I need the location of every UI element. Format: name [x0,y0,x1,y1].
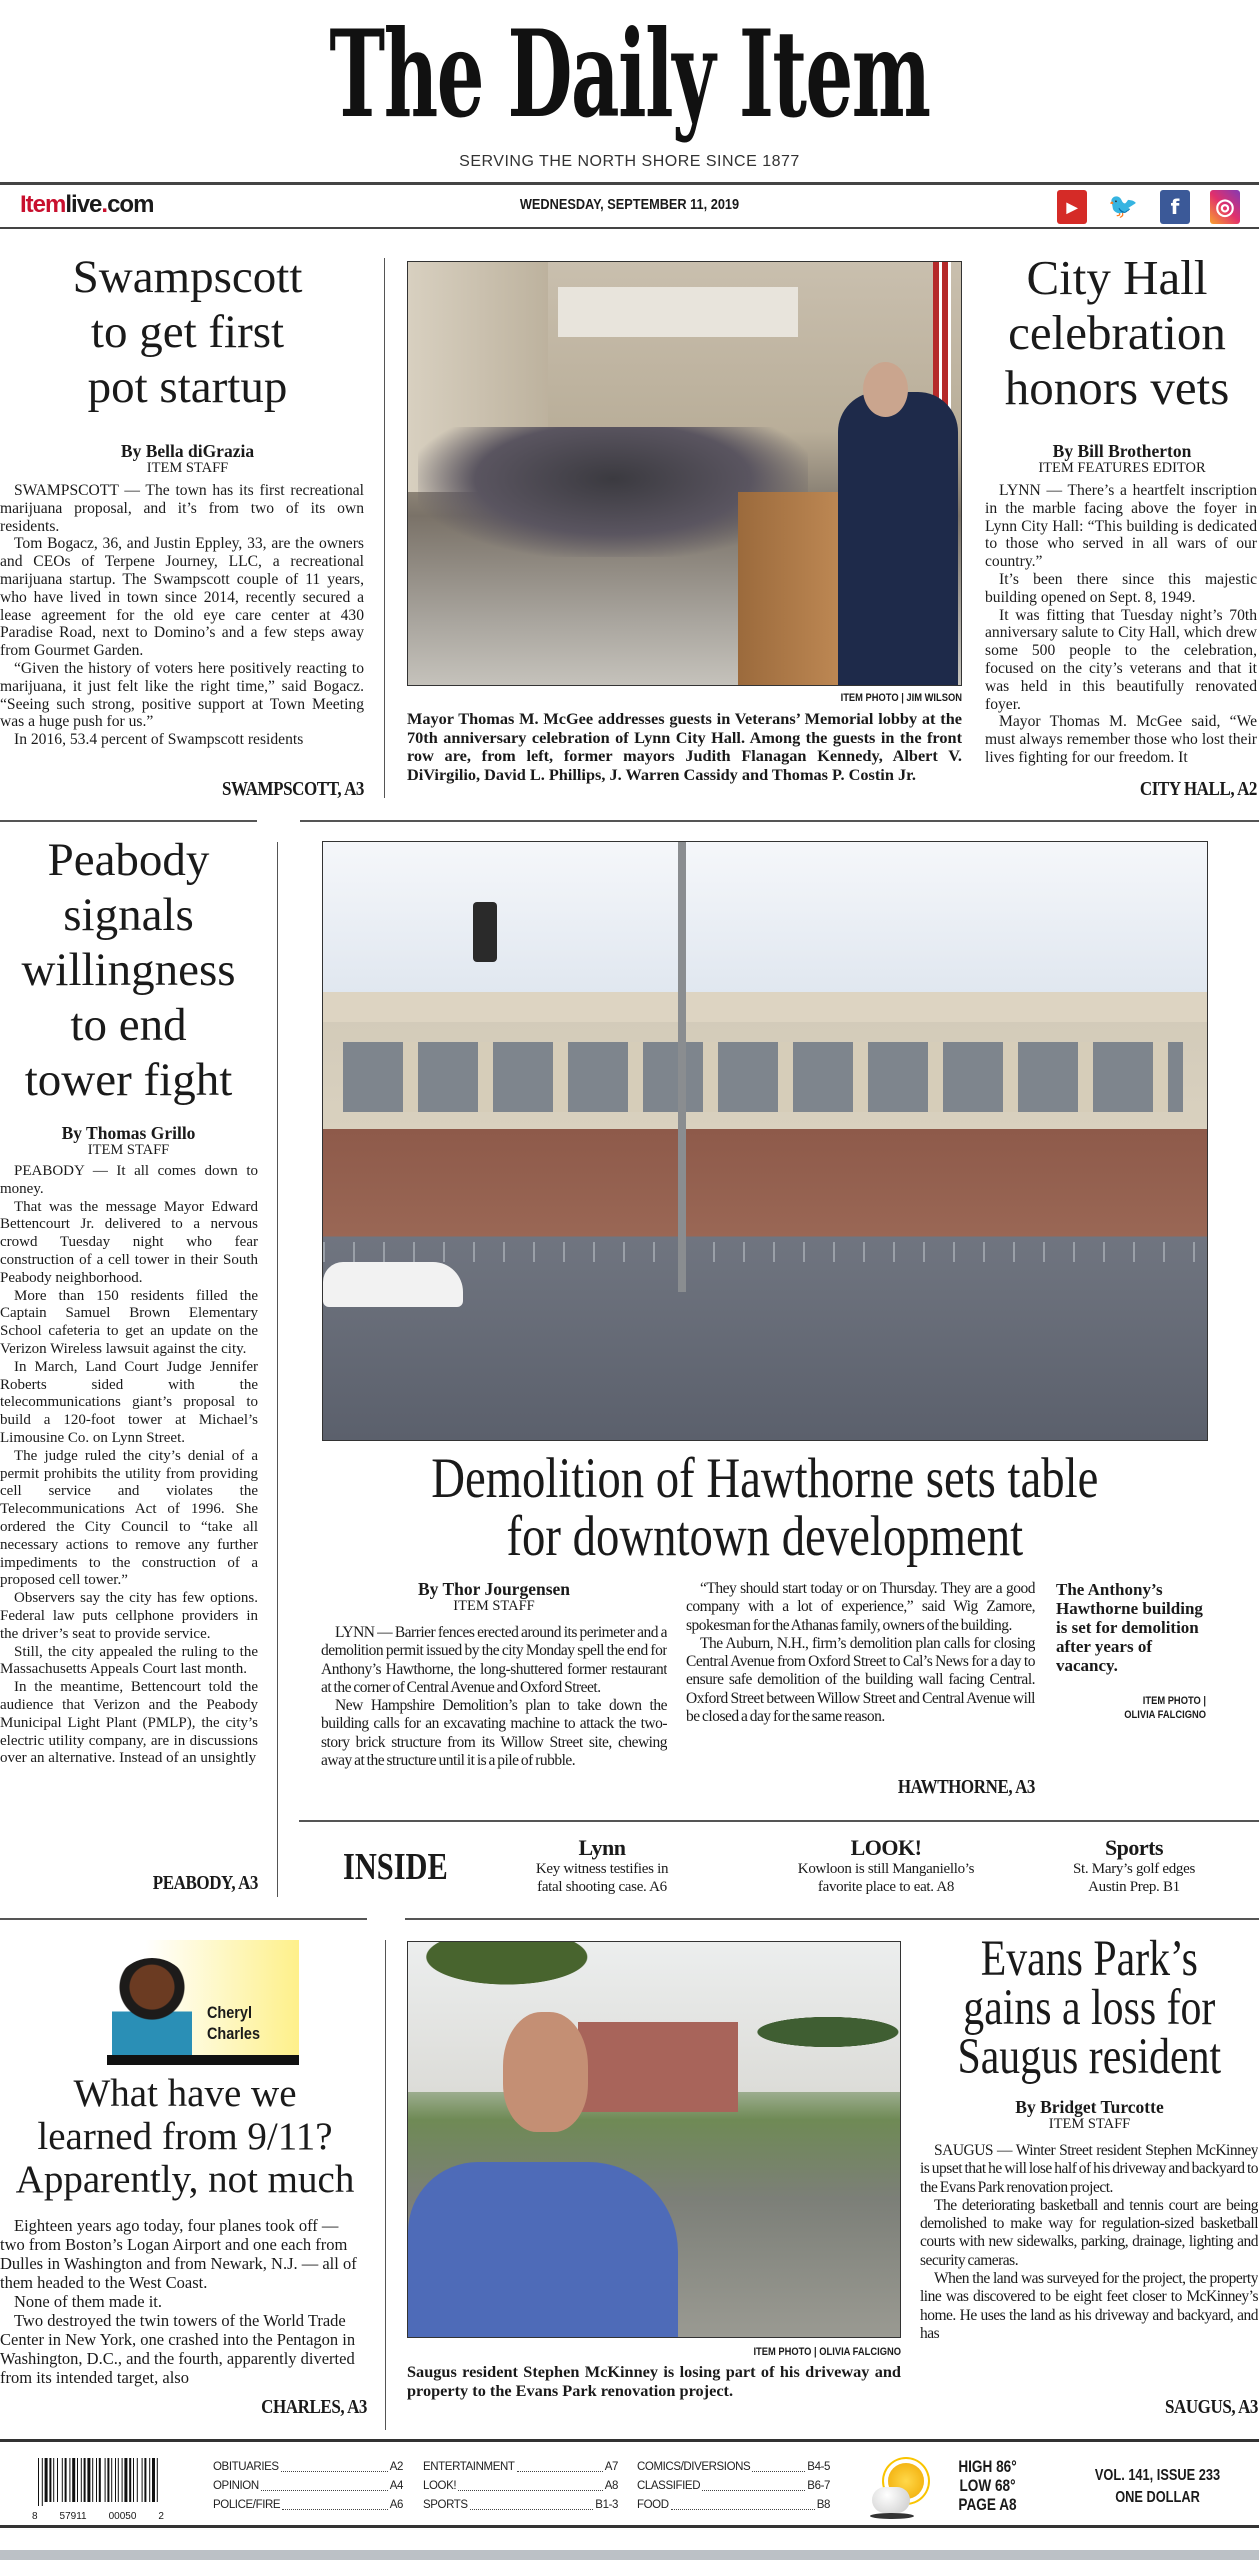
masthead-logo: The Daily Item [329,3,930,145]
columnist-name [207,2002,260,2044]
saugus-headline[interactable] [920,1931,1259,2085]
hawthorne-body-col2 [686,1580,1035,1765]
headline-line: to end [70,999,187,1051]
city-hall-jump[interactable]: CITY HALL, A2 [1139,778,1257,800]
paragraph: It was fitting that Tuesday night’s 70th anniversary salute to City Hall, which drew some 500 people to the celebration, focused on the city’s veterans and that it was held in this beautifully renovated foyer. [985,606,1257,713]
index-entry[interactable] [423,2496,618,2515]
barcode-bar [118,2458,119,2502]
index-label: OBITUARIES [213,2461,279,2473]
inside-item-lynn[interactable] [477,1836,727,1896]
paragraph: The Auburn, N.H., firm’s demolition plan calls for closing Central Avenue from Oxford Street to Cal’s News for a day to ensure safe demolition of the building wall facing Central. Oxford Street between Willow Street and Central Avenue will be closed a day for the same reason. [686,1634,1035,1726]
headline-line: to get first [90,306,285,358]
byline: By Thor Jourgensen [417,1579,571,1599]
inside-top-rule [299,1820,1259,1822]
paragraph: The deteriorating basketball and tennis court are being demolished to make way for regulation-sized basketball courts with new sidewalks, parking, drainage, lighting and security cameras. [920,2196,1258,2269]
byline: By Thomas Grillo [61,1123,196,1143]
index-label: OPINION [213,2480,259,2492]
issue-info [1080,2465,1236,2509]
columnist-avatar [112,1958,192,2055]
hawthorne-headline[interactable] [322,1447,1208,1568]
index-leader [281,2458,388,2472]
barcode-bar [142,2458,143,2502]
photo-caption: Saugus resident Stephen McKinney is losing part of his driveway and property to the Evans Park renovation project. [407,2362,901,2400]
byline-role: ITEM STAFF [146,460,229,476]
paragraph: “Given the history of voters here positively reacting to marijuana, it just felt like the right time,” said Bogacz. “Seeing such strong, positive support at Town Meeting was a huge push for us.” [0,659,364,731]
paragraph: In the meantime, Bettencourt told the audience that Verizon and the Peabody Municipal Light Plant (PMLP), the city’s electric utility company, are in discussions over an alternative. Instead of an unsightly [0,1679,258,1767]
inside-label: INSIDE [343,1846,448,1888]
byline-role: ITEM FEATURES EDITOR [1038,460,1206,476]
twitter-icon[interactable]: 🐦 [1108,193,1138,220]
headline-line: signals [63,889,194,941]
index-page: A2 [389,2461,403,2473]
photo-credit [1079,1694,1207,1722]
byline-role: ITEM STAFF [87,1142,170,1158]
byline: By Bridget Turcotte [1015,2097,1164,2117]
saugus-body [920,2142,1258,2385]
paragraph: It’s been there since this majestic building opened on Sept. 8, 1949. [985,570,1257,606]
inside-item-section: Sports [1104,1835,1164,1860]
paragraph: LYNN — Barrier fences erected around its perimeter and a demolition permit issued by the city Monday spell the end for Anthony’s Hawthorne, the long-shuttered former restaurant at the corner of Central Avenue and Oxford Street. [321,1624,667,1696]
headline-line: City Hall [1026,250,1208,305]
index-entry[interactable] [213,2458,403,2477]
inside-item-section: Lynn [578,1835,626,1860]
paragraph: More than 150 residents filled the Captain Samuel Brown Elementary School cafeteria to get an update on the Verizon Wireless lawsuit against the city. [0,1287,258,1357]
hawthorne-photo-caption: The Anthony’s Hawthorne building is set for demolition after years of vacancy. [1056,1580,1203,1675]
cloud-icon [872,2487,910,2513]
paragraph: “They should start today or on Thursday. They are a good company with a lot of experience,” said Wig Zamore, spokesman for the Athanas family, owners of the building. [686,1580,1035,1634]
footer-top-rule [0,2439,1259,2442]
column-rule [277,842,278,1897]
barcode-bar [57,2458,58,2502]
index-leader [752,2458,805,2472]
barcode-bars [32,2458,164,2506]
byline-role: ITEM STAFF [1048,2116,1131,2132]
barcode-bar [144,2458,146,2502]
saugus-jump[interactable]: SAUGUS, A3 [1164,2396,1258,2418]
index-page: A8 [604,2480,618,2492]
barcode-bar [42,2458,43,2506]
weather-page[interactable]: PAGE A8 [958,2495,1017,2514]
index-entry[interactable] [423,2458,618,2477]
headline-line: What have we [73,2072,297,2115]
masthead-bottom-rule [0,227,1259,229]
photo-hawthorne-building [322,841,1208,1441]
inside-item-text: St. Mary’s golf edges Austin Prep. B1 [1072,1861,1196,1895]
barcode-bar [65,2458,67,2502]
peabody-headline[interactable] [0,833,257,1108]
barcode-bar [133,2458,134,2502]
photo-caption: Mayor Thomas M. McGee addresses guests in Veterans’ Memorial lobby at the 70th anniversary celebration of Lynn City Hall. Among the guests in the front row are, from left, former mayors Judith Flanagan Kennedy, Albert V. DiVirgilio, David L. Phillips, J. Warren Cassidy and Thomas P. Costin Jr. [407,709,962,784]
columnist-first-name: Cheryl [207,2003,252,2022]
index-entry[interactable] [637,2458,830,2477]
index-page: A6 [389,2499,403,2511]
headline-line: Peabody [47,834,210,886]
paragraph: Observers say the city has few options. Federal law puts cellphone providers in the driver’s seat to provide service. [0,1590,258,1642]
index-leader [458,2477,603,2491]
photo-sky [323,842,1208,1002]
photo-credit: ITEM PHOTO | OLIVIA FALCIGNO [753,2346,901,2358]
byline: By Bill Brotherton [1052,441,1192,461]
photo-car [323,1262,463,1307]
index-label: LOOK! [423,2480,457,2492]
photo-speaker [838,392,958,686]
headline-line: learned from 9/11? [37,2115,333,2158]
index-leader [517,2458,603,2472]
swampscott-headline[interactable] [0,250,375,415]
headline-line: gains a loss for [963,1980,1216,2036]
paragraph: Still, the city appealed the ruling to the Massachusetts Appeals Court last month. [0,1643,258,1678]
photo-credit-line: ITEM PHOTO | [1142,1695,1206,1707]
index-label: ENTERTAINMENT [423,2461,515,2473]
page-edge [0,2550,1259,2560]
index-column [423,2458,618,2515]
inside-item-sports[interactable] [1009,1836,1259,1896]
barcode-bar [87,2458,90,2502]
city-hall-body [985,482,1257,772]
barcode-bar [157,2458,158,2502]
paragraph: LYNN — There’s a heartfelt inscription in the marble facing above the foyer in Lynn City Hall: “This building is dedicated to those who served in all wars of our country.” [985,482,1257,571]
barcode-bar [53,2458,54,2502]
index-leader [282,2496,388,2510]
headline-line: Saugus resident [957,2029,1222,2085]
weather-low: LOW 68° [959,2476,1016,2495]
photo-pole [678,842,686,1292]
photo-windows [343,1042,1183,1112]
index-page: A4 [389,2480,403,2492]
headline-line: Evans Park’s [980,1931,1198,1987]
byline-role: ITEM STAFF [453,1598,535,1614]
barcode-bar [115,2458,116,2502]
barcode-digit: 2 [158,2511,164,2522]
paragraph: The judge ruled the city’s denial of a permit prohibits the utility from providing cell service and violates the Telecommunications Act of 1996. She ordered the City Council to “take all necessary actions to remove any further impediments to the construction of a proposed cell tower.” [0,1447,258,1589]
barcode-bar [92,2458,93,2502]
section-rule [0,820,257,822]
index-entry[interactable] [213,2477,403,2496]
facebook-icon[interactable]: f [1160,190,1190,224]
barcode-bar [96,2458,97,2502]
charles-headline[interactable] [0,2072,370,2201]
barcode-bar [107,2458,109,2502]
paragraph: That was the message Mayor Edward Bettencourt Jr. delivered to a nervous crowd Tuesday night who fear construction of a cell tower in their South Peabody neighborhood. [0,1198,258,1286]
site-item: Item [20,191,66,218]
barcode-bar [152,2458,155,2502]
photo-cornice [323,992,1208,1022]
peabody-jump[interactable]: PEABODY, A3 [152,1872,258,1894]
barcode-bar [149,2458,150,2502]
hawthorne-jump[interactable]: HAWTHORNE, A3 [897,1776,1035,1798]
columnist-header [107,1940,299,2065]
inside-item-text: Kowloon is still Manganiello’s favorite place to eat. A8 [797,1861,975,1895]
volume-issue: VOL. 141, ISSUE 233 [1094,2467,1221,2484]
photo-saugus-resident [407,1941,901,2338]
paragraph: In March, Land Court Judge Jennifer Roberts sided with the telecommunications giant’s proposal to build a 120-foot tower at Michael’s Limousine Co. on Lynn Street. [0,1358,258,1446]
barcode-bar [77,2458,78,2502]
paragraph: In 2016, 53.4 percent of Swampscott residents [14,731,304,749]
index-label: FOOD [637,2499,669,2511]
issue-date: WEDNESDAY, SEPTEMBER 11, 2019 [519,196,740,213]
photo-blue-shirt [408,2162,678,2338]
index-page: B1-3 [595,2499,618,2511]
index-entry[interactable] [637,2477,830,2496]
paragraph: Two destroyed the twin towers of the World Trade Center in New York, one crashed into the Pentagon in Washington, D.C., and the fourth, apparently diverted from its intended target, also [0,2311,356,2387]
barcode-bar [81,2458,82,2502]
inside-item-section: LOOK! [850,1835,922,1860]
barcode-bar [137,2458,138,2502]
index-entry[interactable] [637,2496,830,2515]
charles-body [0,2216,366,2391]
paragraph: Eighteen years ago today, four planes took off — two from Boston’s Logan Airport and one each from Dulles in Washington and from Newark, N.J. — all of them headed to the West Coast. [0,2216,357,2292]
index-page: A7 [604,2461,618,2473]
paragraph: Tom Bogacz, 36, and Justin Eppley, 33, are the owners and CEOs of Terpene Journey, LLC, a recreational marijuana startup. The Swampscott couple of 11 years, who have lived in town since 2014, recently secured a lease agreement for the old eye care center at 430 Paradise Road, next to Domino’s and a few steps away from Gourmet Garden. [0,535,364,660]
headline-line: honors vets [1004,360,1230,415]
headline-line: celebration [1008,305,1226,360]
swampscott-jump[interactable]: SWAMPSCOTT, A3 [221,778,364,800]
index-leader [702,2477,805,2491]
index-leader [470,2496,594,2510]
index-label: COMICS/DIVERSIONS [637,2461,751,2473]
youtube-icon[interactable]: ▶ [1057,190,1087,224]
index-column [637,2458,830,2515]
site-live: live [65,191,102,218]
index-leader [671,2496,815,2510]
instagram-icon[interactable]: ◎ [1210,190,1240,224]
headline-line: willingness [21,944,236,996]
headline-line: Swampscott [72,251,303,303]
barcode-bar [72,2458,75,2502]
photo-ceiling [558,287,798,337]
photo-fence [323,1242,1208,1262]
index-column [213,2458,403,2515]
paragraph: SWAMPSCOTT — The town has its first recreational marijuana proposal, and it’s from two of its own residents. [0,482,364,535]
barcode-bar [49,2458,51,2502]
paragraph: Mayor Thomas M. McGee said, “We must always remember those who lost their lives fighting for our freedom. It [985,713,1257,766]
index-page: B6-7 [807,2480,830,2492]
site-dot: . [101,191,108,218]
tagline: SERVING THE NORTH SHORE SINCE 1877 [459,153,800,170]
index-page: B8 [816,2499,830,2511]
icon-shadow [870,2513,914,2519]
masthead-rule [0,182,1259,185]
index-label: POLICE/FIRE [213,2499,281,2511]
column-rule [384,258,385,798]
paragraph: SAUGUS — Winter Street resident Stephen McKinney is upset that he will lose half of his driveway and backyard to the Evans Park renovation project. [920,2142,1258,2196]
paragraph: PEABODY — It all comes down to money. [0,1163,258,1197]
paragraph: New Hampshire Demolition’s plan to take down the building calls for an excavating machine to attack the two-story brick structure from its Willow Street site, chewing away at the structure until it is a pile of rubble. [321,1697,667,1770]
index-label: CLASSIFIED [637,2480,701,2492]
section-rule [300,820,1259,822]
barcode-bar [105,2458,106,2502]
site-com: com [107,191,154,218]
barcode-digit: 8 [32,2511,38,2522]
peabody-body [0,1163,258,1863]
barcode-bar [69,2458,70,2502]
city-hall-headline[interactable] [975,250,1259,415]
charles-jump[interactable]: CHARLES, A3 [261,2396,367,2418]
barcode-bar [111,2458,112,2502]
weather [950,2457,1026,2514]
photo-credit: ITEM PHOTO | JIM WILSON [840,692,962,704]
columnist-last-name: Charles [207,2024,261,2043]
index-page: B4-5 [807,2461,830,2473]
index-label: SPORTS [423,2499,468,2511]
photo-brick-building [578,2022,738,2112]
price: ONE DOLLAR [1115,2489,1200,2506]
section-rule [405,1918,1259,1920]
photo-city-hall-lobby [407,261,962,686]
photo-face [503,2012,588,2132]
weather-high: HIGH 86° [958,2457,1017,2476]
barcode-bar [129,2458,131,2502]
barcode-bar [45,2458,48,2502]
headline-line: for downtown development [506,1505,1024,1568]
index-leader [261,2477,388,2491]
photo-credit-line: OLIVIA FALCIGNO [1124,1709,1206,1721]
barcode-bar [38,2458,39,2506]
barcode [32,2458,164,2522]
index-entry[interactable] [213,2496,403,2515]
section-rule [0,1918,367,1920]
headline-line: Apparently, not much [15,2158,355,2201]
column-rule [385,1940,386,2430]
headline-line: tower fight [24,1054,233,1106]
footer-bottom-rule [0,2525,1259,2528]
byline: By Bella diGrazia [120,441,255,461]
paragraph: None of them made it. [14,2292,163,2311]
headline-line: Demolition of Hawthorne sets table [431,1447,1099,1510]
headline-line: pot startup [87,361,288,413]
inside-item-look[interactable] [761,1836,1011,1896]
barcode-bar [122,2458,123,2502]
swampscott-body [0,482,364,772]
photo-traffic-light [473,902,497,962]
barcode-bar [99,2458,101,2502]
barcode-bar [124,2458,127,2502]
inside-item-text: Key witness testifies in fatal shooting case. A6 [535,1861,669,1895]
index-entry[interactable] [423,2477,618,2496]
barcode-bar [62,2458,63,2502]
barcode-digit: 00050 [108,2511,137,2522]
paragraph: When the land was surveyed for the project, the property line was discovered to be eight feet closer to McKinney’s home. He uses the land as his driveway and backyard, and has [920,2270,1258,2342]
hawthorne-body-col1 [321,1624,667,1809]
partly-sunny-icon [868,2455,928,2525]
barcode-bar [84,2458,86,2502]
photo-speaker-head [863,362,908,417]
barcode-digit: 57911 [59,2511,87,2522]
photo-podium [738,492,848,686]
